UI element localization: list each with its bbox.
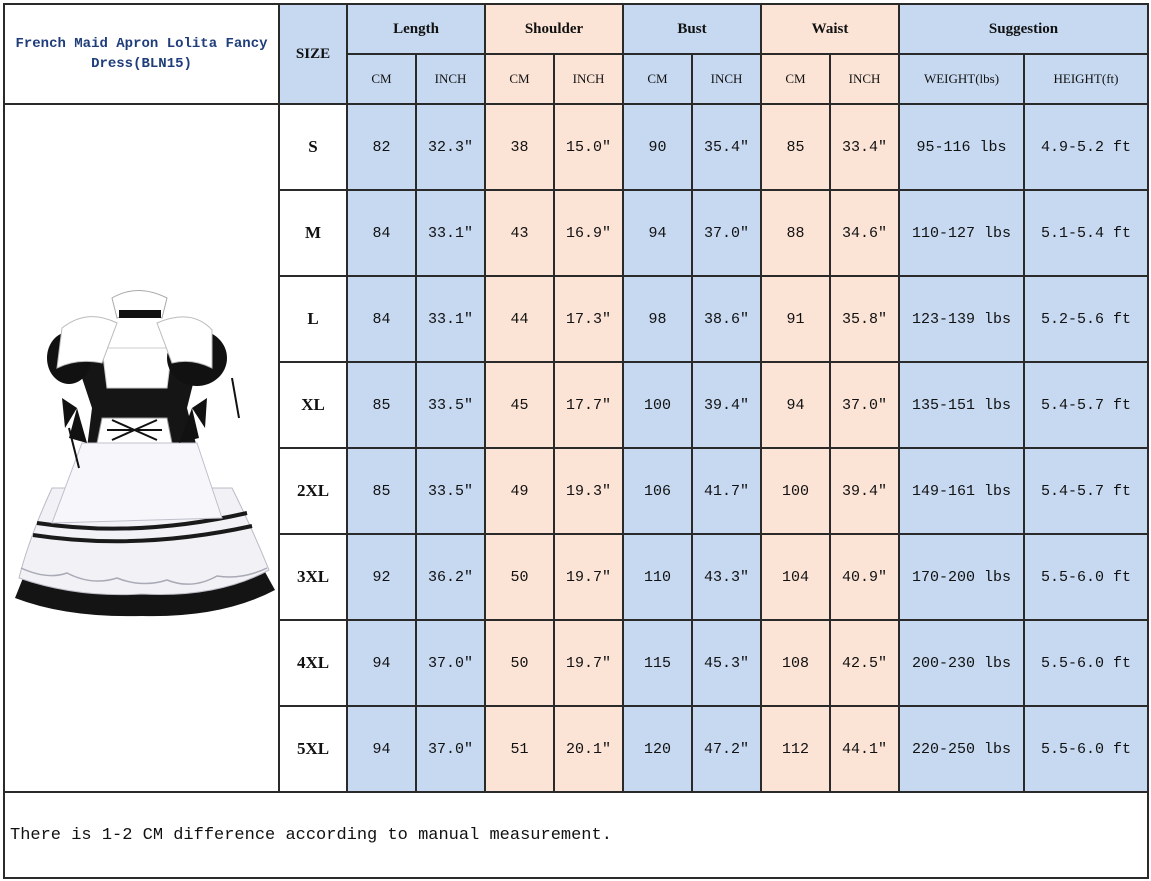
size-chart-table	[3, 3, 1149, 879]
shoulder-cm-value: 45	[485, 362, 554, 448]
height-value: 5.4-5.7 ft	[1024, 448, 1148, 534]
bust-cm-value: 90	[623, 104, 692, 190]
height-value: 5.5-6.0 ft	[1024, 534, 1148, 620]
waist-cm-value: 94	[761, 362, 830, 448]
bust-cm-value: 110	[623, 534, 692, 620]
shoulder-cm-value: 51	[485, 706, 554, 792]
shoulder-cm-value: 50	[485, 534, 554, 620]
waist-inch-header: INCH	[830, 54, 899, 104]
bust-cm-header: CM	[623, 54, 692, 104]
table-row	[4, 104, 1148, 190]
shoulder-cm-value: 38	[485, 104, 554, 190]
weight-value: 95-116 lbs	[899, 104, 1024, 190]
measurement-note: There is 1-2 CM difference according to manual measurement.	[4, 792, 1148, 878]
height-value: 5.5-6.0 ft	[1024, 620, 1148, 706]
size-label: 2XL	[279, 448, 347, 534]
waist-cm-value: 100	[761, 448, 830, 534]
weight-value: 220-250 lbs	[899, 706, 1024, 792]
waist-inch-value: 33.4″	[830, 104, 899, 190]
waist-cm-value: 112	[761, 706, 830, 792]
height-header: HEIGHT(ft)	[1024, 54, 1148, 104]
bust-inch-value: 47.2″	[692, 706, 761, 792]
length-cm-value: 94	[347, 620, 416, 706]
shoulder-inch-header: INCH	[554, 54, 623, 104]
shoulder-cm-value: 49	[485, 448, 554, 534]
height-value: 4.9-5.2 ft	[1024, 104, 1148, 190]
waist-header: Waist	[761, 4, 899, 54]
bust-inch-value: 43.3″	[692, 534, 761, 620]
bust-cm-value: 106	[623, 448, 692, 534]
length-inch-value: 32.3″	[416, 104, 485, 190]
size-label: L	[279, 276, 347, 362]
shoulder-inch-value: 19.7″	[554, 534, 623, 620]
weight-value: 135-151 lbs	[899, 362, 1024, 448]
length-cm-value: 84	[347, 190, 416, 276]
bust-cm-value: 120	[623, 706, 692, 792]
waist-cm-value: 91	[761, 276, 830, 362]
length-inch-value: 33.1″	[416, 276, 485, 362]
product-title: French Maid Apron Lolita Fancy Dress(BLN15)	[4, 4, 279, 104]
shoulder-inch-value: 20.1″	[554, 706, 623, 792]
weight-value: 149-161 lbs	[899, 448, 1024, 534]
bust-cm-value: 98	[623, 276, 692, 362]
length-inch-header: INCH	[416, 54, 485, 104]
waist-cm-header: CM	[761, 54, 830, 104]
height-value: 5.4-5.7 ft	[1024, 362, 1148, 448]
waist-cm-value: 104	[761, 534, 830, 620]
height-value: 5.2-5.6 ft	[1024, 276, 1148, 362]
shoulder-inch-value: 19.7″	[554, 620, 623, 706]
waist-inch-value: 39.4″	[830, 448, 899, 534]
bust-cm-value: 94	[623, 190, 692, 276]
length-inch-value: 37.0″	[416, 620, 485, 706]
bust-inch-value: 38.6″	[692, 276, 761, 362]
weight-value: 110-127 lbs	[899, 190, 1024, 276]
length-inch-value: 33.5″	[416, 448, 485, 534]
length-inch-value: 33.5″	[416, 362, 485, 448]
shoulder-cm-value: 50	[485, 620, 554, 706]
size-label: XL	[279, 362, 347, 448]
weight-value: 170-200 lbs	[899, 534, 1024, 620]
waist-inch-value: 40.9″	[830, 534, 899, 620]
length-cm-value: 84	[347, 276, 416, 362]
bust-cm-value: 100	[623, 362, 692, 448]
shoulder-inch-value: 15.0″	[554, 104, 623, 190]
length-cm-header: CM	[347, 54, 416, 104]
waist-inch-value: 44.1″	[830, 706, 899, 792]
shoulder-inch-value: 19.3″	[554, 448, 623, 534]
length-inch-value: 33.1″	[416, 190, 485, 276]
shoulder-cm-header: CM	[485, 54, 554, 104]
height-value: 5.1-5.4 ft	[1024, 190, 1148, 276]
height-value: 5.5-6.0 ft	[1024, 706, 1148, 792]
bust-inch-value: 37.0″	[692, 190, 761, 276]
length-header: Length	[347, 4, 485, 54]
bust-inch-header: INCH	[692, 54, 761, 104]
bust-header: Bust	[623, 4, 761, 54]
product-image-cell	[4, 104, 279, 792]
bust-cm-value: 115	[623, 620, 692, 706]
waist-inch-value: 42.5″	[830, 620, 899, 706]
size-header: SIZE	[279, 4, 347, 104]
size-label: 4XL	[279, 620, 347, 706]
size-label: S	[279, 104, 347, 190]
shoulder-inch-value: 17.3″	[554, 276, 623, 362]
shoulder-cm-value: 44	[485, 276, 554, 362]
length-cm-value: 82	[347, 104, 416, 190]
shoulder-inch-value: 17.7″	[554, 362, 623, 448]
weight-value: 200-230 lbs	[899, 620, 1024, 706]
shoulder-inch-value: 16.9″	[554, 190, 623, 276]
maid-dress-image	[7, 268, 277, 628]
size-label: 5XL	[279, 706, 347, 792]
length-cm-value: 85	[347, 362, 416, 448]
waist-cm-value: 85	[761, 104, 830, 190]
length-cm-value: 94	[347, 706, 416, 792]
bust-inch-value: 45.3″	[692, 620, 761, 706]
weight-header: WEIGHT(lbs)	[899, 54, 1024, 104]
length-inch-value: 37.0″	[416, 706, 485, 792]
waist-inch-value: 34.6″	[830, 190, 899, 276]
waist-inch-value: 35.8″	[830, 276, 899, 362]
bust-inch-value: 35.4″	[692, 104, 761, 190]
length-inch-value: 36.2″	[416, 534, 485, 620]
length-cm-value: 85	[347, 448, 416, 534]
waist-cm-value: 108	[761, 620, 830, 706]
length-cm-value: 92	[347, 534, 416, 620]
size-label: M	[279, 190, 347, 276]
suggestion-header: Suggestion	[899, 4, 1148, 54]
weight-value: 123-139 lbs	[899, 276, 1024, 362]
shoulder-header: Shoulder	[485, 4, 623, 54]
size-label: 3XL	[279, 534, 347, 620]
shoulder-cm-value: 43	[485, 190, 554, 276]
waist-inch-value: 37.0″	[830, 362, 899, 448]
waist-cm-value: 88	[761, 190, 830, 276]
bust-inch-value: 41.7″	[692, 448, 761, 534]
bust-inch-value: 39.4″	[692, 362, 761, 448]
